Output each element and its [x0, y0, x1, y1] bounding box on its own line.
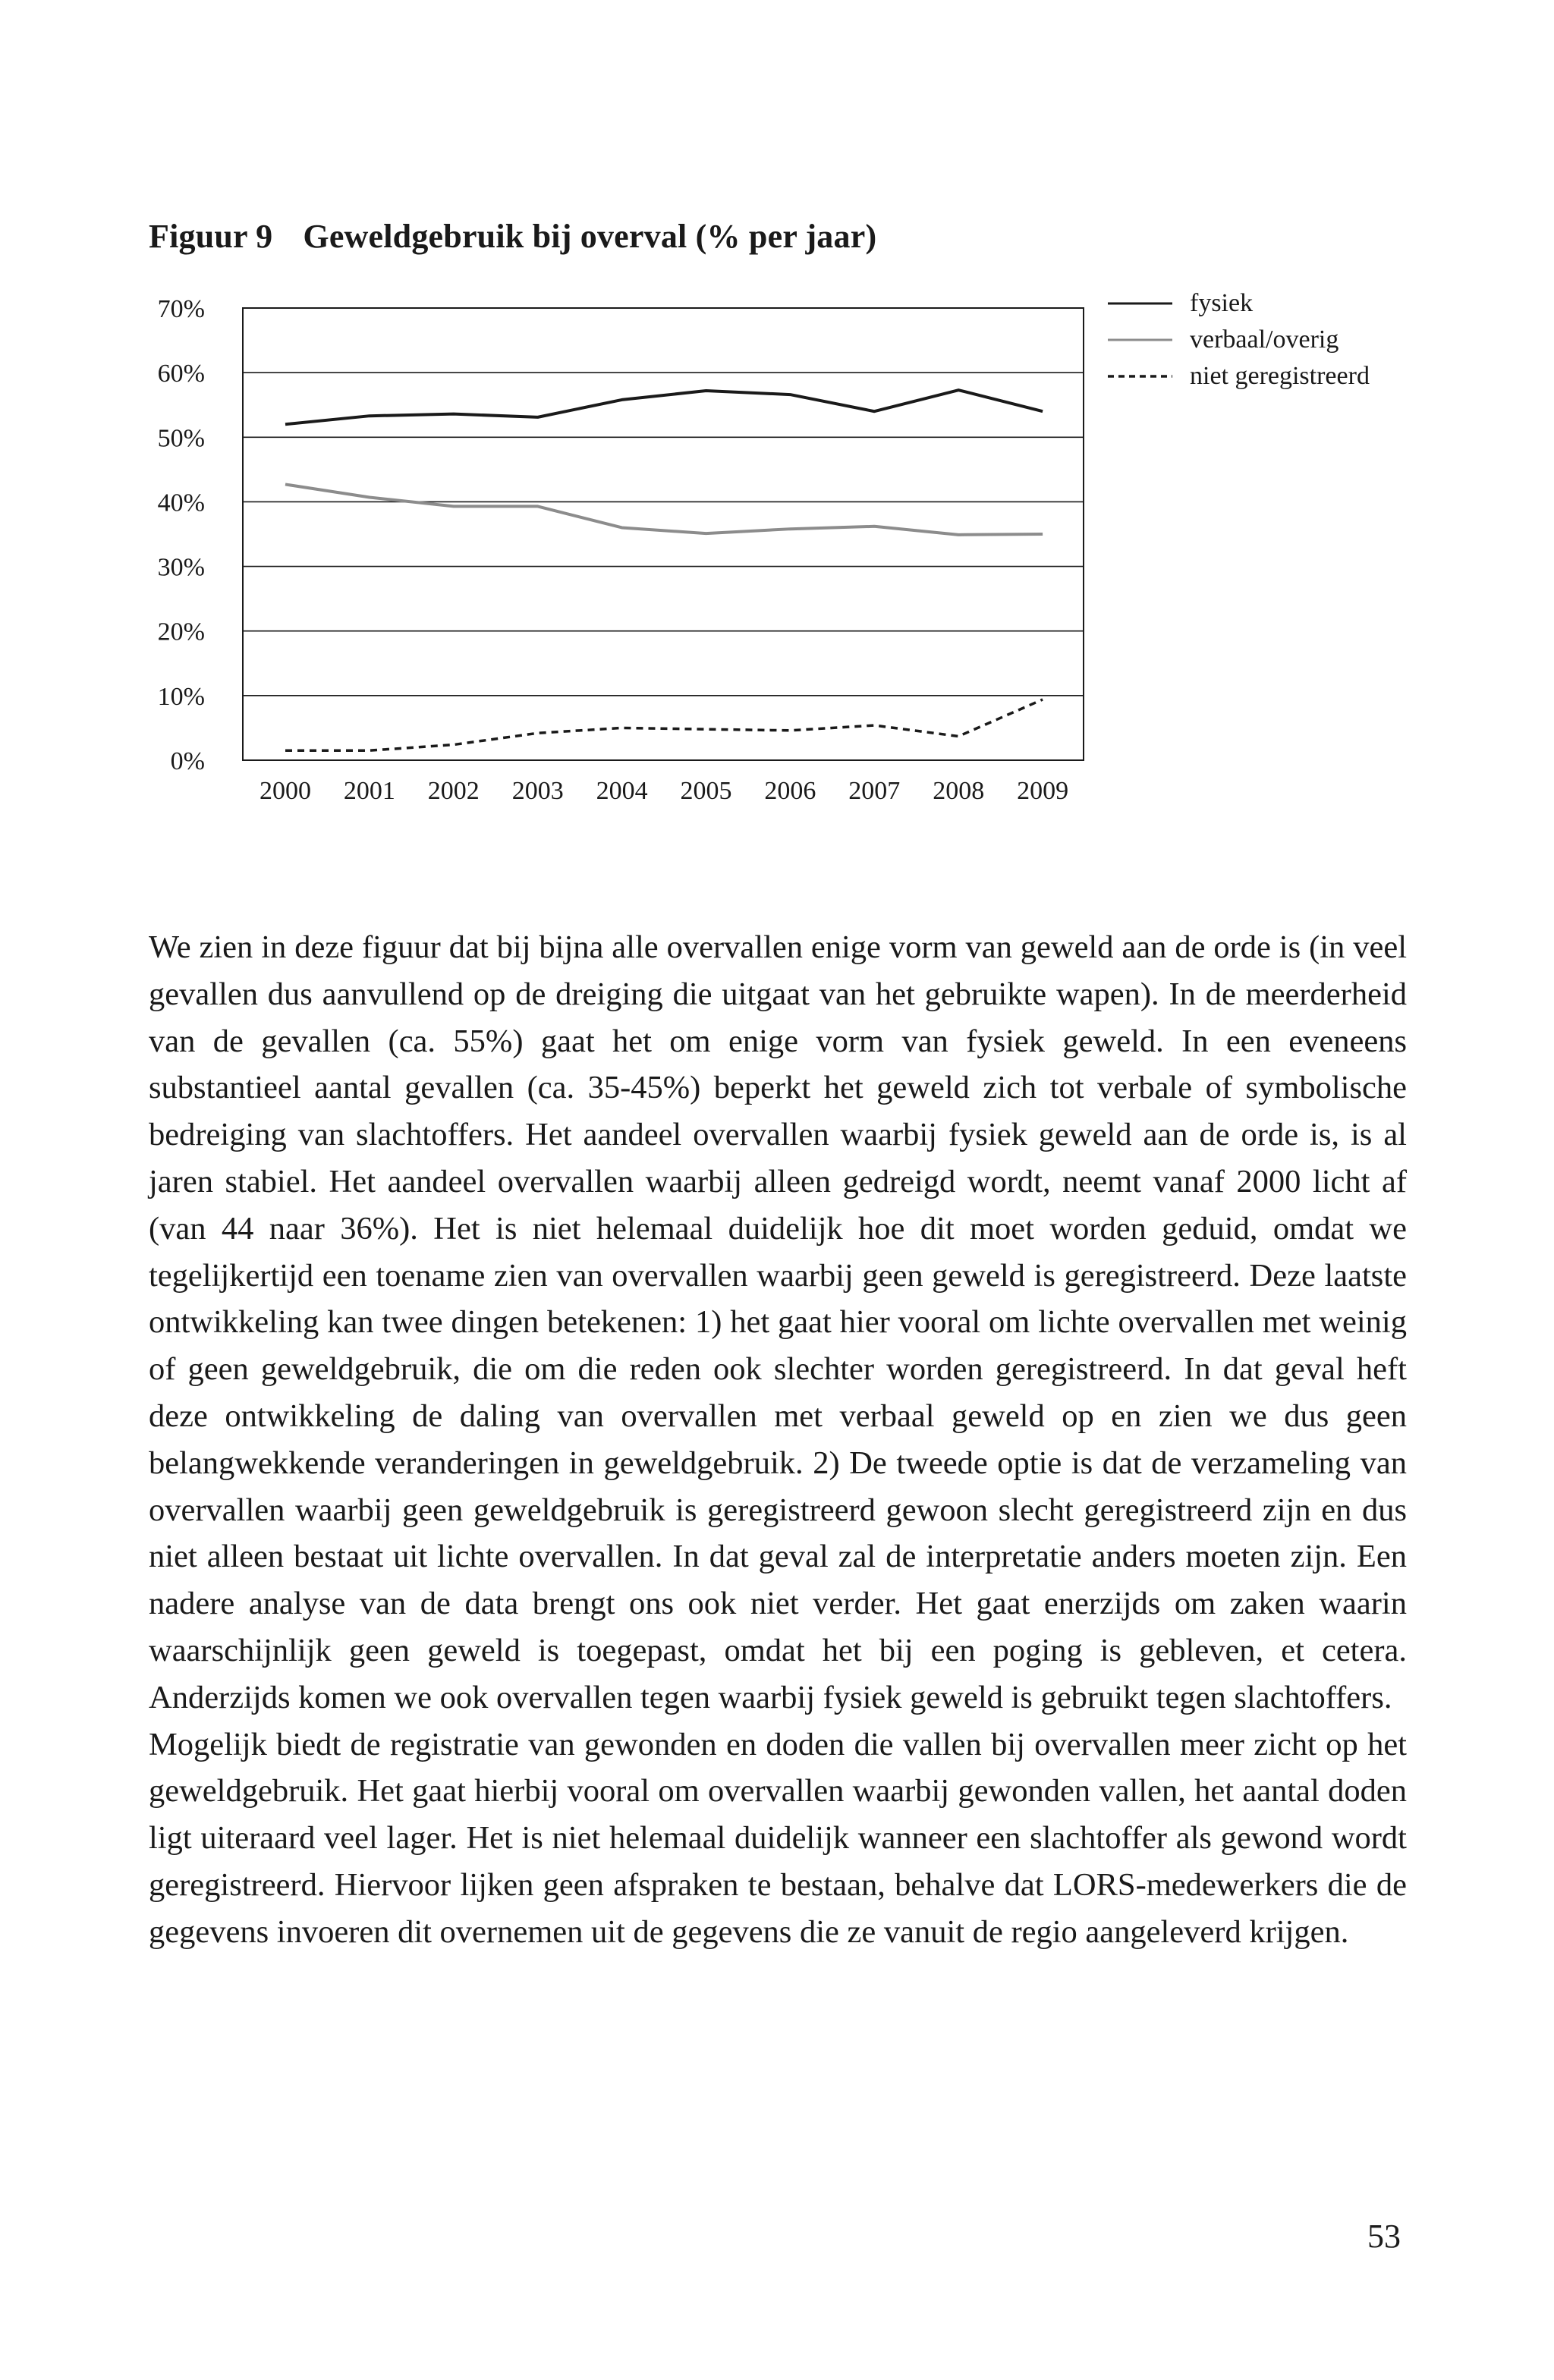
y-tick-label: 60%	[157, 360, 205, 388]
x-tick-label: 2008	[933, 777, 985, 805]
series-line-verbaal-overig	[285, 484, 1043, 534]
page-number: 53	[1367, 2218, 1401, 2255]
figure-title: Geweldgebruik bij overval (% per jaar)	[303, 218, 877, 255]
legend-label: fysiek	[1190, 289, 1254, 317]
y-tick-label: 50%	[157, 424, 205, 453]
series-line-fysiek	[285, 390, 1043, 424]
paragraph-2: Mogelijk biedt de registratie van gewonden en doden die vallen bij overvallen meer zicht op het geweldgebruik. Het gaat hierbij vooral om overvallen waarbij gewonden vallen, het aantal doden ligt uiteraard veel lager. Het is niet helemaal duidelijk wanneer een slachtoffer als gewond wordt geregistreerd. Hiervoor lijken geen afspraken te bestaan, behalve dat LORS-medewerkers die de gegevens invoeren dit overnemen uit de gegevens die ze vanuit de regio aangeleverd krijgen.	[149, 1726, 1407, 1950]
x-tick-label: 2005	[680, 777, 732, 805]
y-tick-label: 10%	[157, 682, 205, 711]
chart-series	[285, 390, 1043, 750]
y-tick-label: 70%	[157, 295, 205, 323]
x-tick-label: 2002	[427, 777, 480, 805]
x-tick-label: 2004	[596, 777, 648, 805]
x-tick-label: 2007	[848, 777, 901, 805]
x-axis-ticks	[260, 777, 1068, 805]
x-tick-label: 2001	[343, 777, 395, 805]
x-tick-label: 2006	[764, 777, 816, 805]
body-text	[149, 924, 1407, 1956]
legend-label: verbaal/overig	[1190, 325, 1339, 354]
x-tick-label: 2003	[511, 777, 564, 805]
chart-legend	[1108, 289, 1370, 390]
line-chart	[114, 281, 1442, 827]
series-line-niet-geregistreerd	[285, 700, 1043, 750]
x-tick-label: 2009	[1017, 777, 1069, 805]
y-tick-label: 20%	[157, 618, 205, 646]
y-tick-label: 40%	[157, 489, 205, 517]
paragraph-1: We zien in deze figuur dat bij bijna alle overvallen enige vorm van geweld aan de orde is (in veel gevallen dus aanvullend op de dreiging die uitgaat van het gebruikte wapen). In de meerderheid van de gevallen (ca. 55%) gaat het om enige vorm van fysiek geweld. In een eveneens substantieel aantal gevallen (ca. 35-45%) beperkt het geweld zich tot verbale of symbolische bedreiging van slachtoffers. Het aandeel overvallen waarbij fysiek geweld aan de orde is, is al jaren stabiel. Het aandeel overvallen waarbij alleen gedreigd wordt, neemt vanaf 2000 licht af (van 44 naar 36%). Het is niet helemaal duidelijk hoe dit moet worden geduid, omdat we tegelijkertijd een toename zien van overvallen waarbij geen geweld is geregistreerd. Deze laatste ontwikkeling kan twee dingen betekenen: 1) het gaat hier vooral om lichte overvallen met weinig of geen geweldgebruik, die om die reden ook slechter worden geregistreerd. In dat geval heft deze ontwikkeling de daling van overvallen met verbaal geweld op en zien we dus geen belangwekkende veranderingen in geweldgebruik. 2) De tweede optie is dat de verzameling van overvallen waarbij geen geweldgebruik is geregistreerd gewoon slecht geregistreerd zijn en dus niet alleen bestaat uit lichte overvallen. In dat geval zal de interpretatie anders moeten zijn. Een nadere analyse van de data brengt ons ook niet verder. Het gaat enerzijds om zaken waarin waarschijnlijk geen geweld is toegepast, omdat het bij een poging is gebleven, et cetera. Anderzijds komen we ook overvallen tegen waarbij fysiek geweld is gebruikt tegen slachtoffers.	[149, 929, 1407, 1715]
y-axis-ticks	[158, 295, 205, 775]
x-tick-label: 2000	[260, 777, 311, 805]
chart-svg	[114, 281, 1442, 827]
figure-caption	[149, 217, 876, 256]
y-tick-label: 30%	[157, 553, 205, 582]
figure-number: Figuur 9	[149, 218, 273, 255]
y-tick-label: 0%	[170, 747, 205, 775]
legend-label: niet geregistreerd	[1190, 362, 1370, 390]
